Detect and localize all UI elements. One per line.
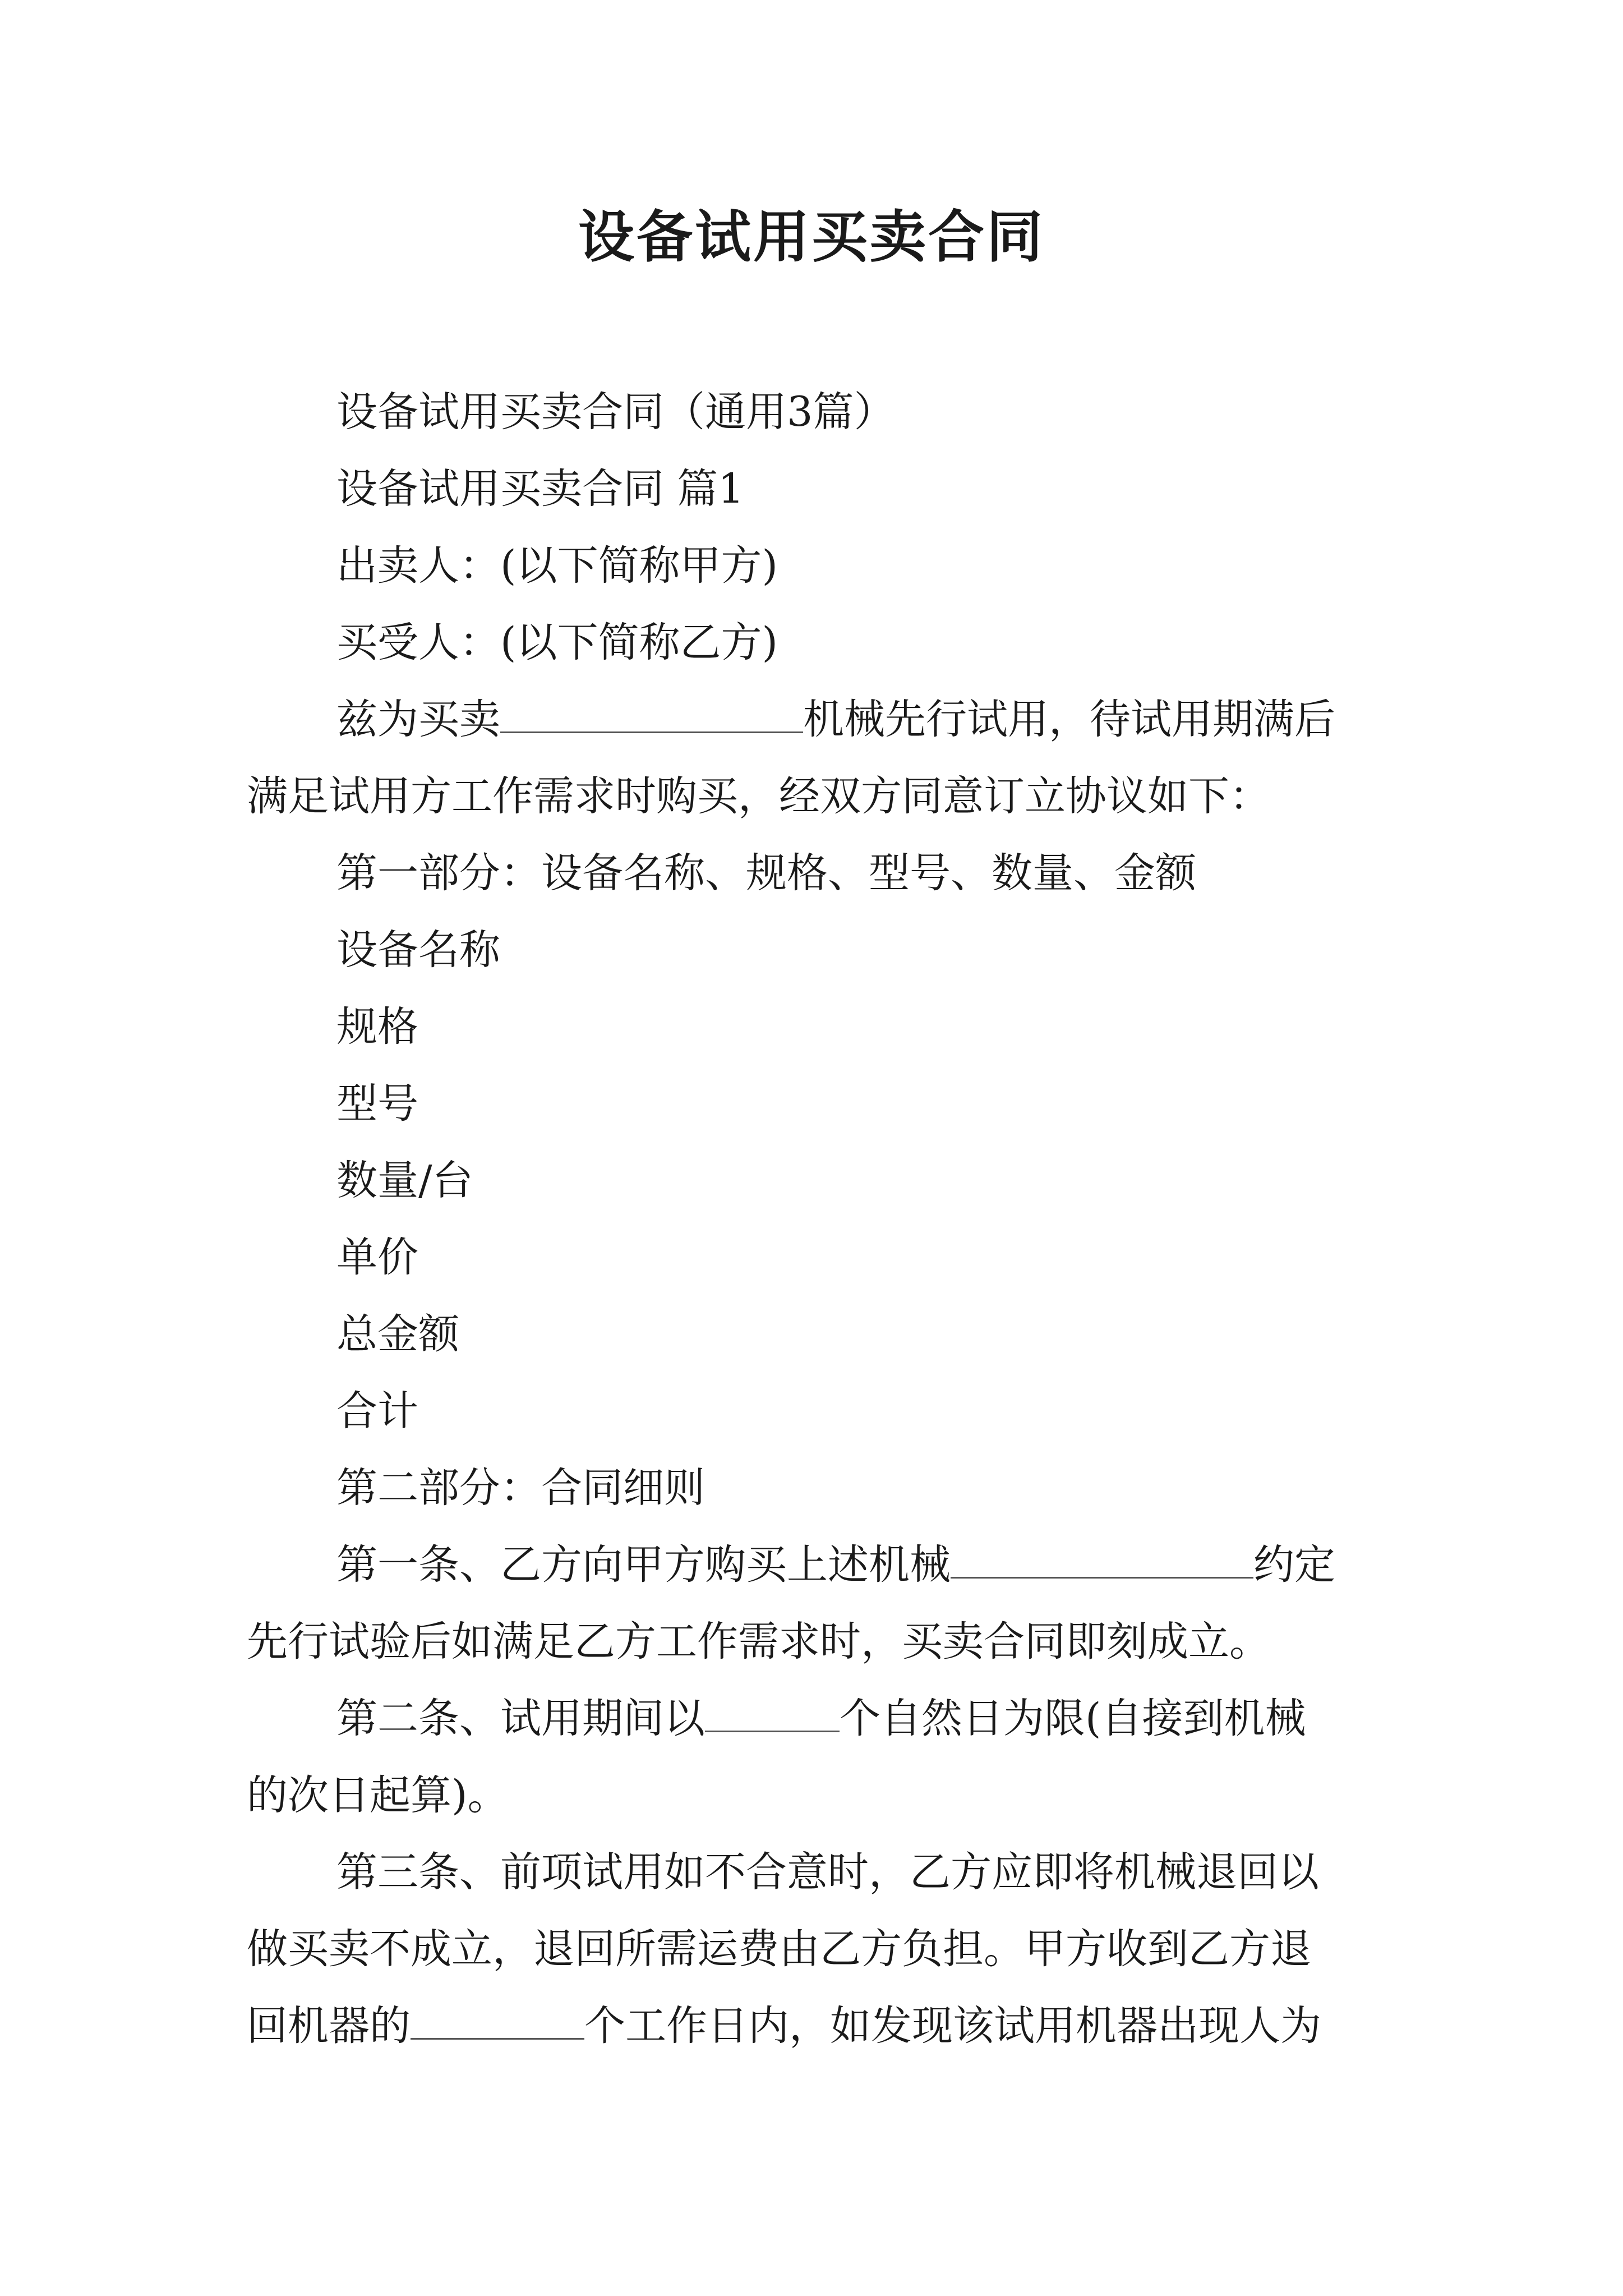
article-1 xyxy=(247,1526,1385,1603)
article-3-text-start: 回机器的 xyxy=(247,2002,411,2050)
paragraph-heading-part1: 设备试用买卖合同 篇1 xyxy=(336,465,744,513)
article-1-text-start: 第一条、乙方向甲方购买上述机械 xyxy=(336,1541,951,1589)
article-1-machine-blank xyxy=(951,1542,1253,1579)
article-2-text-end: 个自然日为限(自接到机械 xyxy=(840,1695,1306,1742)
preamble-text-end: 机械先行试用，待试用期满后 xyxy=(803,696,1335,743)
section-heading-part1: 第一部分：设备名称、规格、型号、数量、金额 xyxy=(336,849,1196,897)
preamble-text-start: 兹为买卖 xyxy=(336,696,500,743)
article-3-cont-1: 做买卖不成立，退回所需运费由乙方负担。甲方收到乙方退 xyxy=(247,1925,1311,1973)
article-2-text-start: 第二条、试用期间以 xyxy=(336,1695,705,1742)
trial-days-blank xyxy=(705,1696,840,1732)
paragraph-heading-general: 设备试用买卖合同（通用3篇） xyxy=(336,388,895,436)
article-3: 第三条、前项试用如不合意时，乙方应即将机械退回以 xyxy=(336,1848,1319,1896)
machine-name-blank xyxy=(500,697,803,733)
paragraph-preamble xyxy=(247,681,1385,758)
article-1-text-end: 约定 xyxy=(1253,1541,1335,1589)
field-total-amount: 总金额 xyxy=(336,1310,459,1358)
field-equipment-name: 设备名称 xyxy=(336,926,500,974)
document-title: 设备试用买卖合同 xyxy=(578,204,1045,270)
article-2 xyxy=(247,1680,1385,1757)
paragraph-preamble-cont: 满足试用方工作需求时购买，经双方同意订立协议如下： xyxy=(247,772,1270,820)
workdays-blank xyxy=(411,2003,584,2040)
document-body xyxy=(247,374,1385,2064)
field-sum: 合计 xyxy=(336,1387,418,1435)
section-heading-part2: 第二部分：合同细则 xyxy=(336,1464,705,1512)
article-3-text-end: 个工作日内，如发现该试用机器出现人为 xyxy=(584,2002,1321,2050)
field-unit-price: 单价 xyxy=(336,1234,418,1281)
article-1-cont: 先行试验后如满足乙方工作需求时，买卖合同即刻成立。 xyxy=(247,1618,1270,1665)
article-2-cont: 的次日起算)。 xyxy=(247,1772,509,1819)
field-model: 型号 xyxy=(336,1080,418,1128)
field-specification: 规格 xyxy=(336,1003,418,1051)
paragraph-seller: 出卖人：(以下简称甲方) xyxy=(336,542,778,590)
paragraph-buyer: 买受人：(以下简称乙方) xyxy=(336,619,778,666)
article-3-cont-2 xyxy=(247,1987,1385,2064)
field-quantity: 数量/台 xyxy=(336,1157,473,1204)
